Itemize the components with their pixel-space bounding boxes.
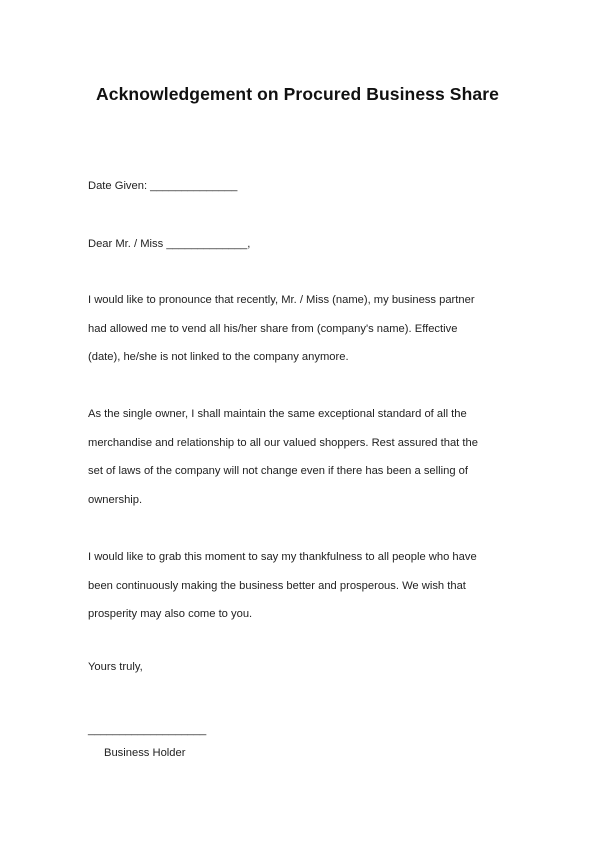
- closing: Yours truly,: [88, 661, 143, 673]
- signature-name: Business Holder: [104, 747, 186, 759]
- document-title: Acknowledgement on Procured Business Share: [96, 84, 499, 104]
- paragraph-line: As the single owner, I shall maintain the same exceptional standard of all the: [88, 408, 467, 420]
- paragraph-1: [88, 286, 508, 372]
- date-line: Date Given: ______________: [88, 180, 238, 192]
- paragraph-3: [88, 543, 508, 629]
- paragraph-line: (date), he/she is not linked to the company anymore.: [88, 351, 349, 364]
- salutation: Dear Mr. / Miss _____________,: [88, 238, 251, 250]
- paragraph-line: set of laws of the company will not change even if there has been a selling of: [88, 465, 468, 478]
- signature-line: ___________________: [88, 724, 207, 736]
- paragraph-line: I would like to grab this moment to say my thankfulness to all people who have: [88, 551, 477, 563]
- paragraph-line: had allowed me to vend all his/her share from (company's name). Effective: [88, 322, 458, 335]
- paragraph-line: I would like to pronounce that recently, Mr. / Miss (name), my business partner: [88, 294, 475, 306]
- paragraph-line: merchandise and relationship to all our valued shoppers. Rest assured that the: [88, 436, 478, 449]
- paragraph-2: [88, 400, 508, 515]
- paragraph-line: ownership.: [88, 494, 143, 507]
- paragraph-line: prosperity may also come to you.: [88, 608, 253, 621]
- paragraph-line: been continuously making the business better and prosperous. We wish that: [88, 579, 466, 592]
